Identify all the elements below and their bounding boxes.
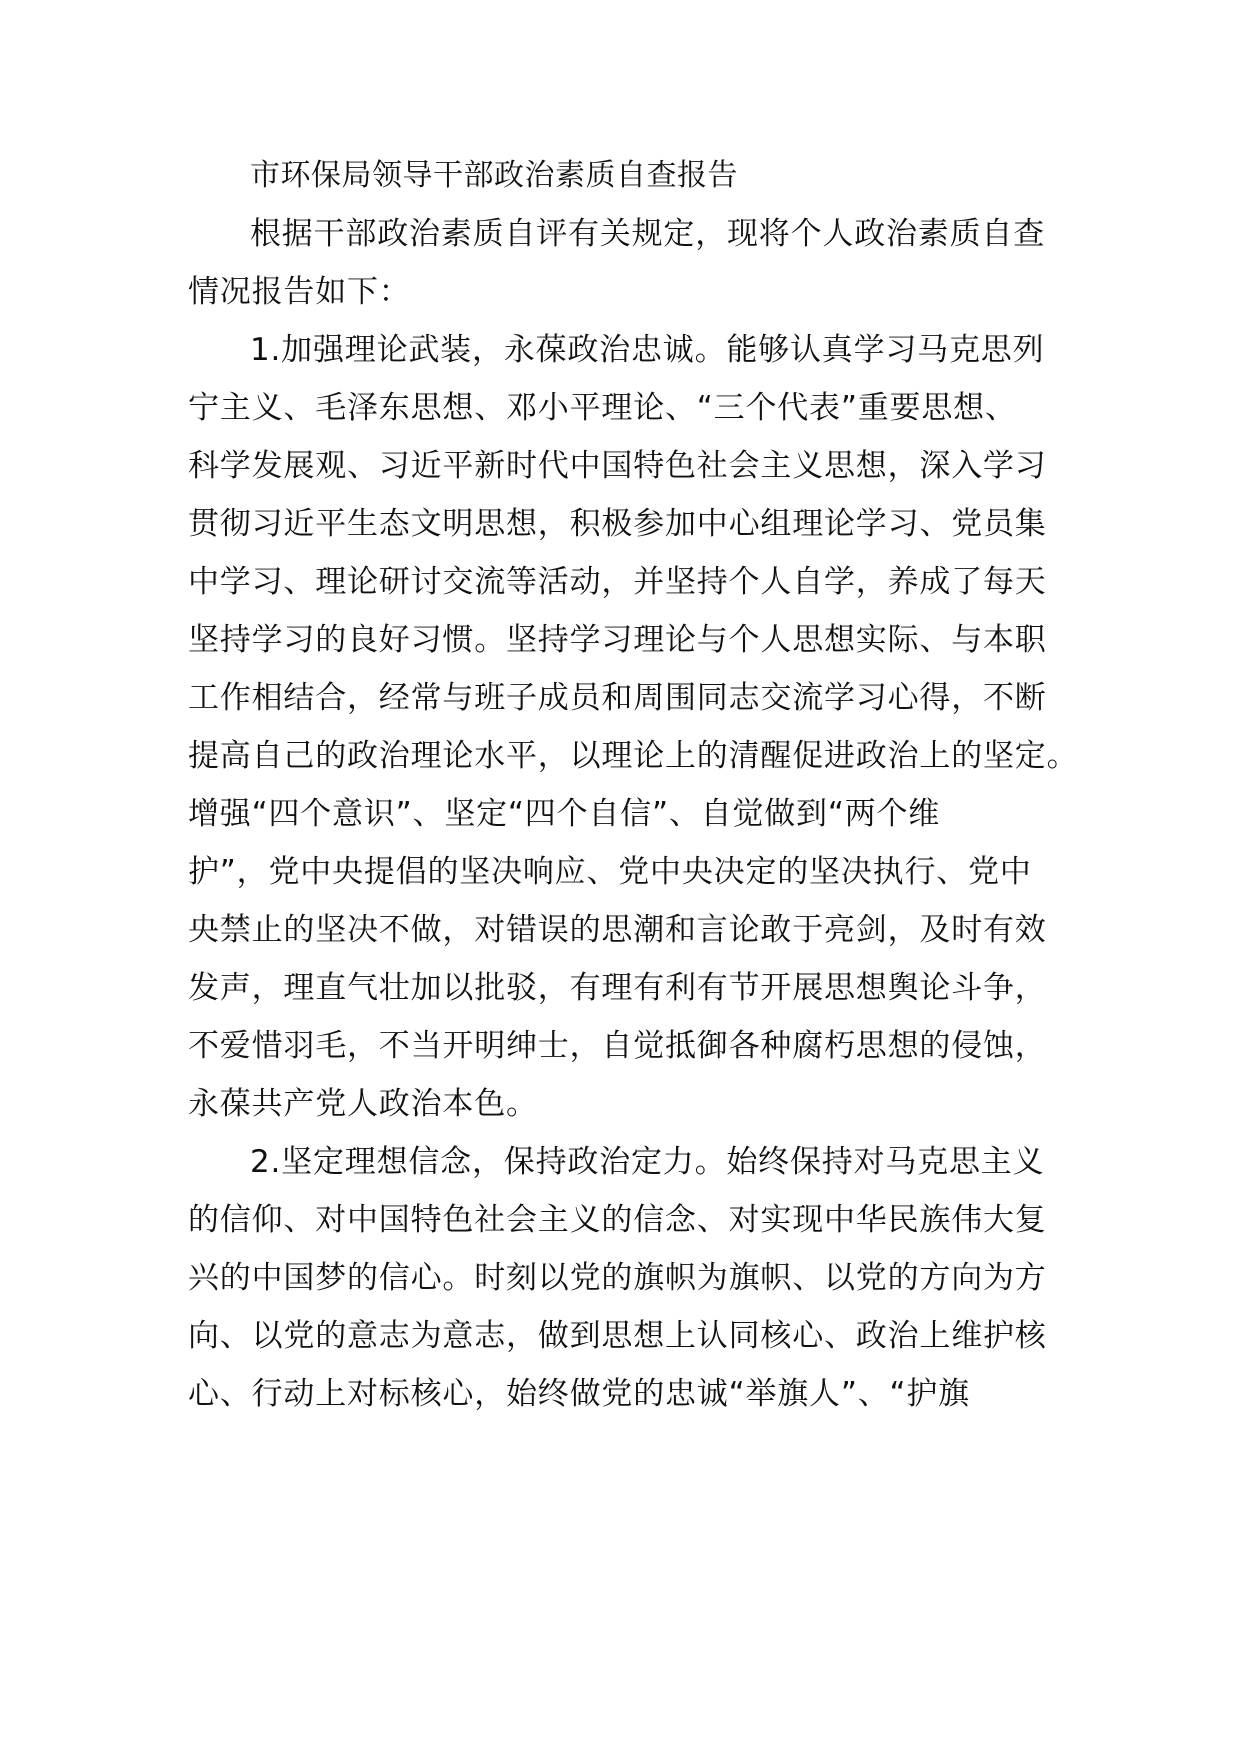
section2-line: 兴的中国梦的信心。时刻以党的旗帜为旗帜、以党的方向为方 (188, 1260, 1047, 1296)
section2-line: 的信仰、对中国特色社会主义的信念、对实现中华民族伟大复 (188, 1202, 1047, 1238)
section1-line: 科学发展观、习近平新时代中国特色社会主义思想，深入学习 (188, 448, 1047, 484)
section1-line: 提高自己的政治理论水平，以理论上的清醒促进政治上的坚定。 (188, 738, 1079, 774)
section1-line: 贯彻习近平生态文明思想，积极参加中心组理论学习、党员集 (188, 506, 1047, 542)
section1-line: 1.加强理论武装，永葆政治忠诚。能够认真学习马克思列 (250, 332, 1045, 368)
section1-line: 坚持学习的良好习惯。坚持学习理论与个人思想实际、与本职 (188, 622, 1047, 658)
intro-line: 根据干部政治素质自评有关规定，现将个人政治素质自查 (250, 216, 1045, 252)
section1-line: 工作相结合，经常与班子成员和周围同志交流学习心得，不断 (188, 680, 1047, 716)
section2-line: 心、行动上对标核心，始终做党的忠诚“举旗人”、“护旗 (188, 1376, 970, 1412)
section1-line: 永葆共产党人政治本色。 (188, 1086, 538, 1122)
section1-line: 中学习、理论研讨交流等活动，并坚持个人自学，养成了每天 (188, 564, 1047, 600)
section1-line: 护”，党中央提倡的坚决响应、党中央决定的坚决执行、党中 (188, 854, 1032, 890)
section1-line: 发声，理直气壮加以批驳，有理有利有节开展思想舆论斗争， (188, 970, 1047, 1006)
intro-line: 情况报告如下： (188, 274, 411, 310)
section1-line: 央禁止的坚决不做，对错误的思潮和言论敢于亮剑，及时有效 (188, 912, 1047, 948)
section2-line: 2.坚定理想信念，保持政治定力。始终保持对马克思主义 (250, 1144, 1045, 1180)
section2-line: 向、以党的意志为意志，做到思想上认同核心、政治上维护核 (188, 1318, 1047, 1354)
section1-line: 增强“四个意识”、坚定“四个自信”、自觉做到“两个维 (188, 796, 941, 832)
section1-line: 宁主义、毛泽东思想、邓小平理论、“三个代表”重要思想、 (188, 390, 1017, 426)
document-title: 市环保局领导干部政治素质自查报告 (250, 158, 738, 193)
section1-line: 不爱惜羽毛，不当开明绅士，自觉抵御各种腐朽思想的侵蚀， (188, 1028, 1047, 1064)
